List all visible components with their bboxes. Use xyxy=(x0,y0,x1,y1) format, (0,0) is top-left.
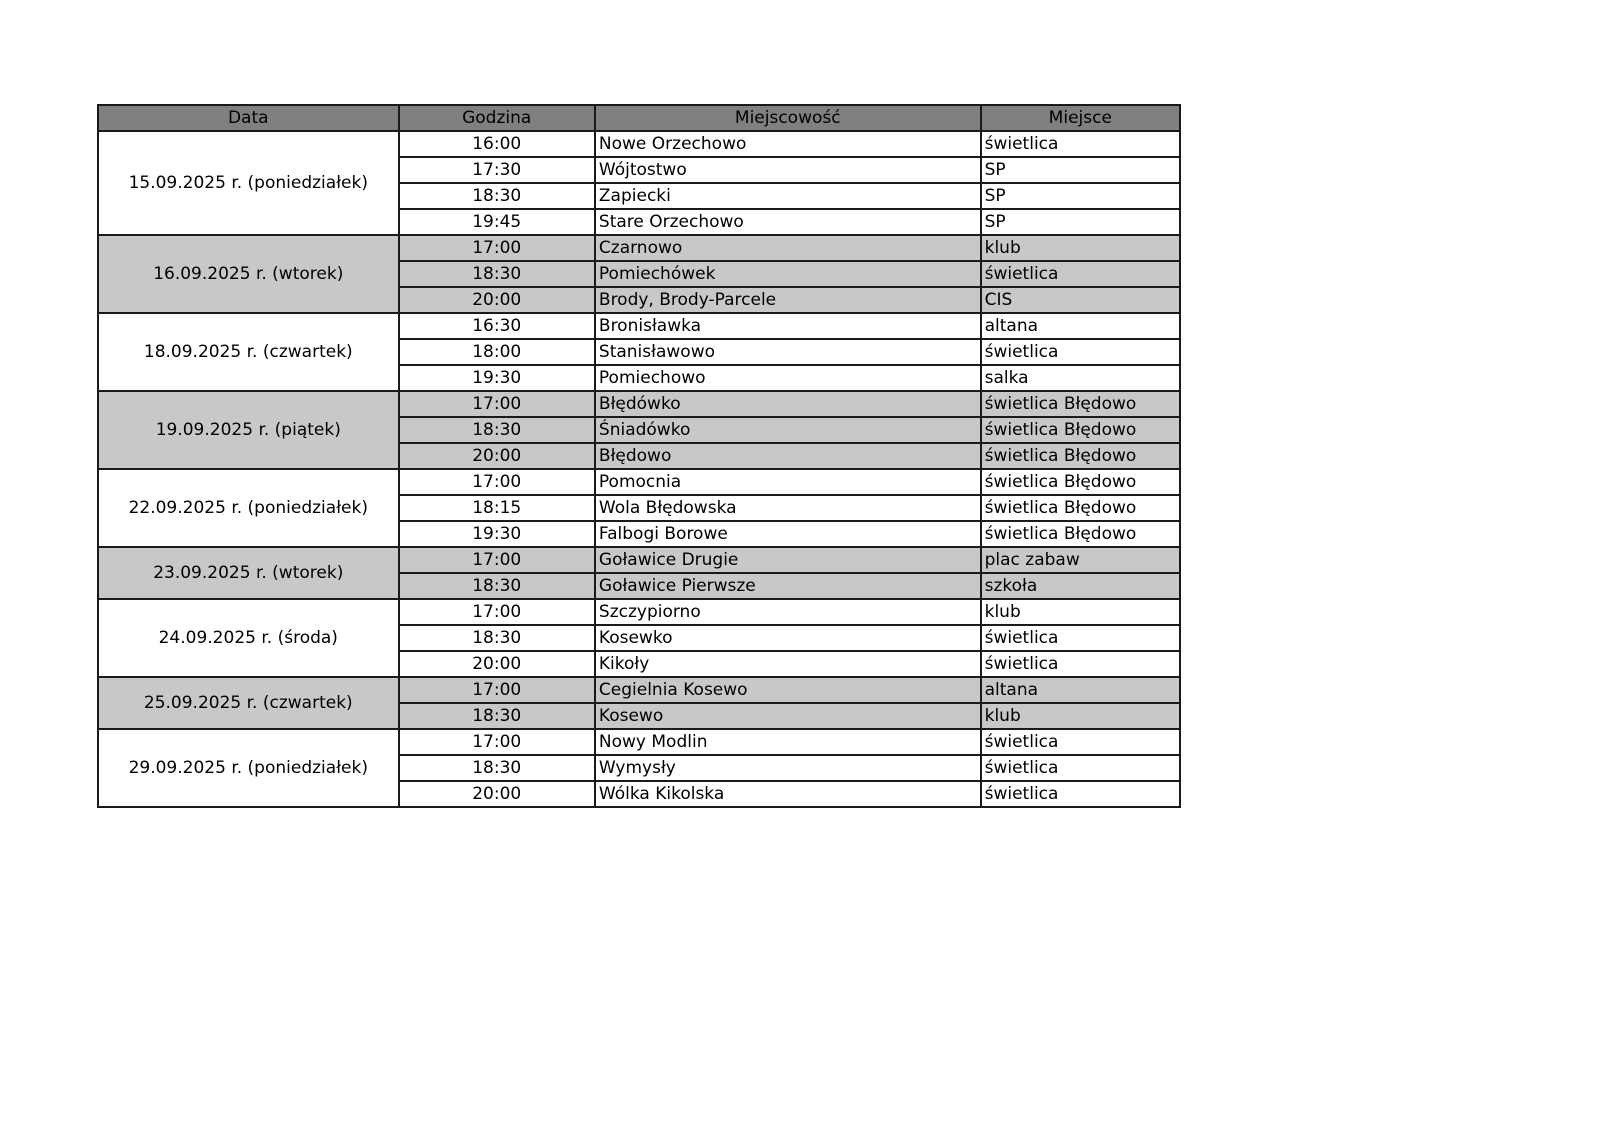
time-cell: 18:30 xyxy=(399,755,595,781)
place-cell: Wólka Kikolska xyxy=(595,781,981,807)
date-cell: 22.09.2025 r. (poniedziałek) xyxy=(98,469,399,547)
time-cell: 17:00 xyxy=(399,235,595,261)
time-cell: 20:00 xyxy=(399,781,595,807)
place-cell: Pomiechówek xyxy=(595,261,981,287)
place-cell: Kikoły xyxy=(595,651,981,677)
date-cell: 18.09.2025 r. (czwartek) xyxy=(98,313,399,391)
table-body xyxy=(98,131,1180,807)
venue-cell: świetlica Błędowo xyxy=(981,391,1180,417)
time-cell: 18:00 xyxy=(399,339,595,365)
venue-cell: klub xyxy=(981,703,1180,729)
table-row xyxy=(98,729,1180,755)
date-cell: 19.09.2025 r. (piątek) xyxy=(98,391,399,469)
date-cell: 23.09.2025 r. (wtorek) xyxy=(98,547,399,599)
venue-cell: świetlica xyxy=(981,781,1180,807)
time-cell: 19:30 xyxy=(399,365,595,391)
place-cell: Błędowo xyxy=(595,443,981,469)
table-row xyxy=(98,131,1180,157)
time-cell: 20:00 xyxy=(399,287,595,313)
table-row xyxy=(98,469,1180,495)
time-cell: 17:00 xyxy=(399,469,595,495)
venue-cell: CIS xyxy=(981,287,1180,313)
place-cell: Stare Orzechowo xyxy=(595,209,981,235)
time-cell: 20:00 xyxy=(399,651,595,677)
venue-cell: klub xyxy=(981,235,1180,261)
time-cell: 20:00 xyxy=(399,443,595,469)
header-row xyxy=(98,105,1180,131)
time-cell: 19:30 xyxy=(399,521,595,547)
venue-cell: świetlica xyxy=(981,261,1180,287)
venue-cell: świetlica Błędowo xyxy=(981,495,1180,521)
time-cell: 17:00 xyxy=(399,599,595,625)
time-cell: 17:00 xyxy=(399,729,595,755)
venue-cell: świetlica Błędowo xyxy=(981,469,1180,495)
time-cell: 18:30 xyxy=(399,703,595,729)
venue-cell: altana xyxy=(981,677,1180,703)
date-cell: 29.09.2025 r. (poniedziałek) xyxy=(98,729,399,807)
place-cell: Czarnowo xyxy=(595,235,981,261)
place-cell: Szczypiorno xyxy=(595,599,981,625)
time-cell: 18:30 xyxy=(399,625,595,651)
place-cell: Cegielnia Kosewo xyxy=(595,677,981,703)
time-cell: 18:30 xyxy=(399,183,595,209)
venue-cell: świetlica xyxy=(981,755,1180,781)
time-cell: 19:45 xyxy=(399,209,595,235)
header-time: Godzina xyxy=(399,105,595,131)
time-cell: 18:15 xyxy=(399,495,595,521)
time-cell: 17:00 xyxy=(399,677,595,703)
place-cell: Pomocnia xyxy=(595,469,981,495)
time-cell: 16:00 xyxy=(399,131,595,157)
place-cell: Bronisławka xyxy=(595,313,981,339)
time-cell: 17:00 xyxy=(399,547,595,573)
venue-cell: SP xyxy=(981,157,1180,183)
place-cell: Wójtostwo xyxy=(595,157,981,183)
place-cell: Falbogi Borowe xyxy=(595,521,981,547)
time-cell: 17:00 xyxy=(399,391,595,417)
time-cell: 18:30 xyxy=(399,417,595,443)
schedule-table xyxy=(97,104,1181,808)
venue-cell: świetlica Błędowo xyxy=(981,417,1180,443)
place-cell: Goławice Drugie xyxy=(595,547,981,573)
header-date: Data xyxy=(98,105,399,131)
time-cell: 16:30 xyxy=(399,313,595,339)
venue-cell: świetlica Błędowo xyxy=(981,521,1180,547)
time-cell: 17:30 xyxy=(399,157,595,183)
place-cell: Wola Błędowska xyxy=(595,495,981,521)
place-cell: Pomiechowo xyxy=(595,365,981,391)
table-row xyxy=(98,599,1180,625)
venue-cell: świetlica xyxy=(981,651,1180,677)
time-cell: 18:30 xyxy=(399,573,595,599)
venue-cell: altana xyxy=(981,313,1180,339)
place-cell: Śniadówko xyxy=(595,417,981,443)
venue-cell: świetlica xyxy=(981,131,1180,157)
place-cell: Nowe Orzechowo xyxy=(595,131,981,157)
table-header xyxy=(98,105,1180,131)
date-cell: 25.09.2025 r. (czwartek) xyxy=(98,677,399,729)
table-row xyxy=(98,677,1180,703)
venue-cell: świetlica Błędowo xyxy=(981,443,1180,469)
table-row xyxy=(98,313,1180,339)
table-row xyxy=(98,547,1180,573)
venue-cell: świetlica xyxy=(981,729,1180,755)
place-cell: Goławice Pierwsze xyxy=(595,573,981,599)
venue-cell: SP xyxy=(981,209,1180,235)
place-cell: Wymysły xyxy=(595,755,981,781)
time-cell: 18:30 xyxy=(399,261,595,287)
venue-cell: klub xyxy=(981,599,1180,625)
venue-cell: plac zabaw xyxy=(981,547,1180,573)
place-cell: Kosewko xyxy=(595,625,981,651)
place-cell: Brody, Brody-Parcele xyxy=(595,287,981,313)
place-cell: Kosewo xyxy=(595,703,981,729)
table-row xyxy=(98,235,1180,261)
place-cell: Stanisławowo xyxy=(595,339,981,365)
venue-cell: świetlica xyxy=(981,339,1180,365)
venue-cell: SP xyxy=(981,183,1180,209)
venue-cell: szkoła xyxy=(981,573,1180,599)
date-cell: 15.09.2025 r. (poniedziałek) xyxy=(98,131,399,235)
venue-cell: salka xyxy=(981,365,1180,391)
date-cell: 24.09.2025 r. (środa) xyxy=(98,599,399,677)
venue-cell: świetlica xyxy=(981,625,1180,651)
header-venue: Miejsce xyxy=(981,105,1180,131)
place-cell: Nowy Modlin xyxy=(595,729,981,755)
place-cell: Zapiecki xyxy=(595,183,981,209)
table-row xyxy=(98,391,1180,417)
header-locality: Miejscowość xyxy=(595,105,981,131)
place-cell: Błędówko xyxy=(595,391,981,417)
date-cell: 16.09.2025 r. (wtorek) xyxy=(98,235,399,313)
